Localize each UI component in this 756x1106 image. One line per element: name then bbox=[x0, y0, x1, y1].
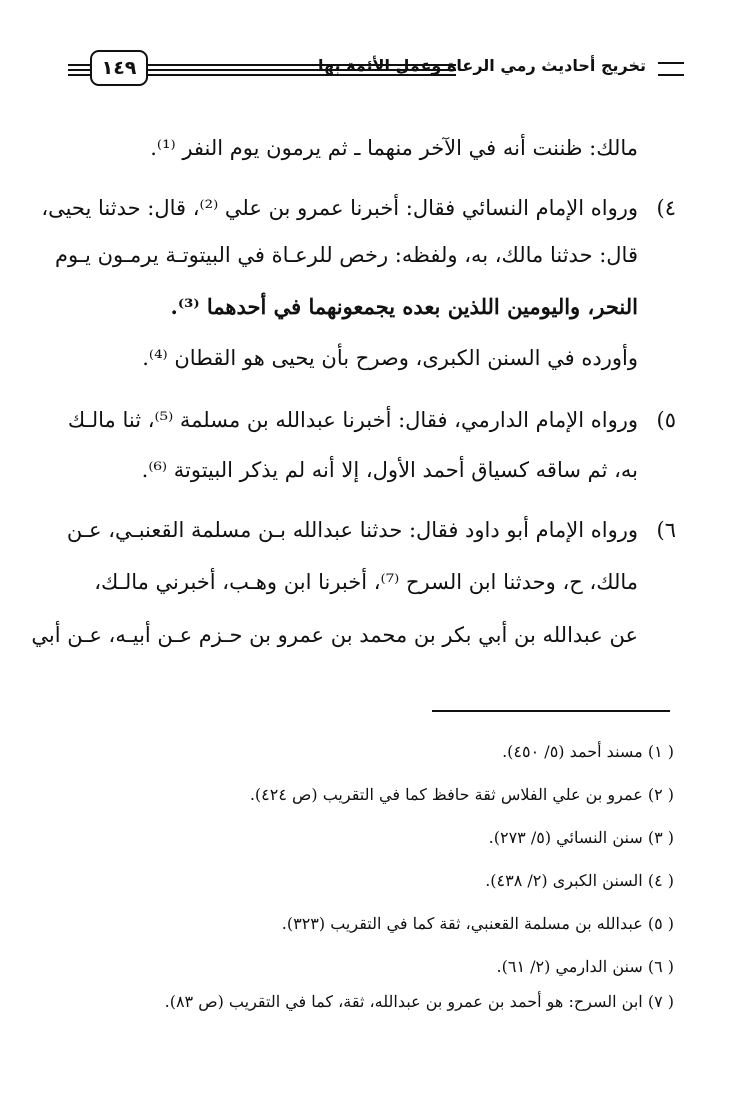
text-line: قال: حدثنا مالك، به، ولفظه: رخص للرعـاة في البيتوتـة يرمـون يـوم bbox=[55, 243, 638, 267]
text-line: وأورده في السنن الكبرى، وصرح بأن يحيى هو القطان ⁽⁴⁾. bbox=[142, 346, 638, 370]
text-line: ورواه الإمام النسائي فقال: أخبرنا عمرو بن علي ⁽²⁾، قال: حدثنا يحيى، bbox=[41, 196, 638, 220]
running-header bbox=[68, 46, 684, 96]
header-rule bbox=[68, 74, 90, 76]
text-line: النحر، واليومين اللذين بعده يجمعونهما في أحدهما ⁽³⁾. bbox=[170, 294, 638, 319]
footnote: ( ٧) ابن السرح: هو أحمد بن عمرو بن عبدالله، ثقة، كما في التقريب (ص ٨٣). bbox=[164, 992, 674, 1011]
header-ornament bbox=[658, 62, 684, 76]
header-rule bbox=[146, 64, 456, 66]
text-line: به، ثم ساقه كسياق أحمد الأول، إلا أنه لم يذكر البيتوتة ⁽⁶⁾. bbox=[141, 458, 638, 482]
page-number: ١٤٩ bbox=[90, 50, 148, 86]
footnote: ( ٣) سنن النسائي (٥/ ٢٧٣). bbox=[488, 828, 674, 847]
footnote: ( ٤) السنن الكبرى (٢/ ٤٣٨). bbox=[485, 871, 674, 890]
item-number: ٥) bbox=[656, 408, 676, 432]
footnote: ( ٦) سنن الدارمي (٢/ ٦١). bbox=[496, 957, 674, 976]
header-rule bbox=[146, 69, 456, 71]
item-number: ٤) bbox=[656, 196, 676, 220]
text-line: ورواه الإمام أبو داود فقال: حدثنا عبدالله بـن مسلمة القعنبـي، عـن bbox=[66, 518, 638, 542]
footnote-separator bbox=[432, 710, 670, 712]
footnote: ( ١) مسند أحمد (٥/ ٤٥٠). bbox=[502, 742, 674, 761]
item-number: ٦) bbox=[656, 518, 676, 542]
footnote: ( ٥) عبدالله بن مسلمة القعنبي، ثقة كما في التقريب (٣٢٣). bbox=[281, 914, 674, 933]
header-rule bbox=[68, 64, 90, 66]
text-line: عن عبدالله بن أبي بكر بن محمد بن عمرو بن حـزم عـن أبيـه، عـن أبي bbox=[31, 623, 638, 647]
header-title: تخريج أحاديث رمي الرعاة وعمل الأئمة بها bbox=[317, 56, 646, 75]
footnote: ( ٢) عمرو بن علي الفلاس ثقة حافظ كما في التقريب (ص ٤٢٤). bbox=[249, 785, 674, 804]
text-line: ورواه الإمام الدارمي، فقال: أخبرنا عبدالله بن مسلمة ⁽⁵⁾، ثنا مالـك bbox=[67, 408, 638, 432]
text-line: مالك، ح، وحدثنا ابن السرح ⁽⁷⁾، أخبرنا ابن وهـب، أخبرني مالـك، bbox=[94, 570, 638, 594]
text-line: مالك: ظننت أنه في الآخر منهما ـ ثم يرمون يوم النفر ⁽¹⁾. bbox=[150, 136, 638, 160]
header-rule bbox=[146, 74, 456, 76]
header-rule bbox=[68, 69, 90, 71]
